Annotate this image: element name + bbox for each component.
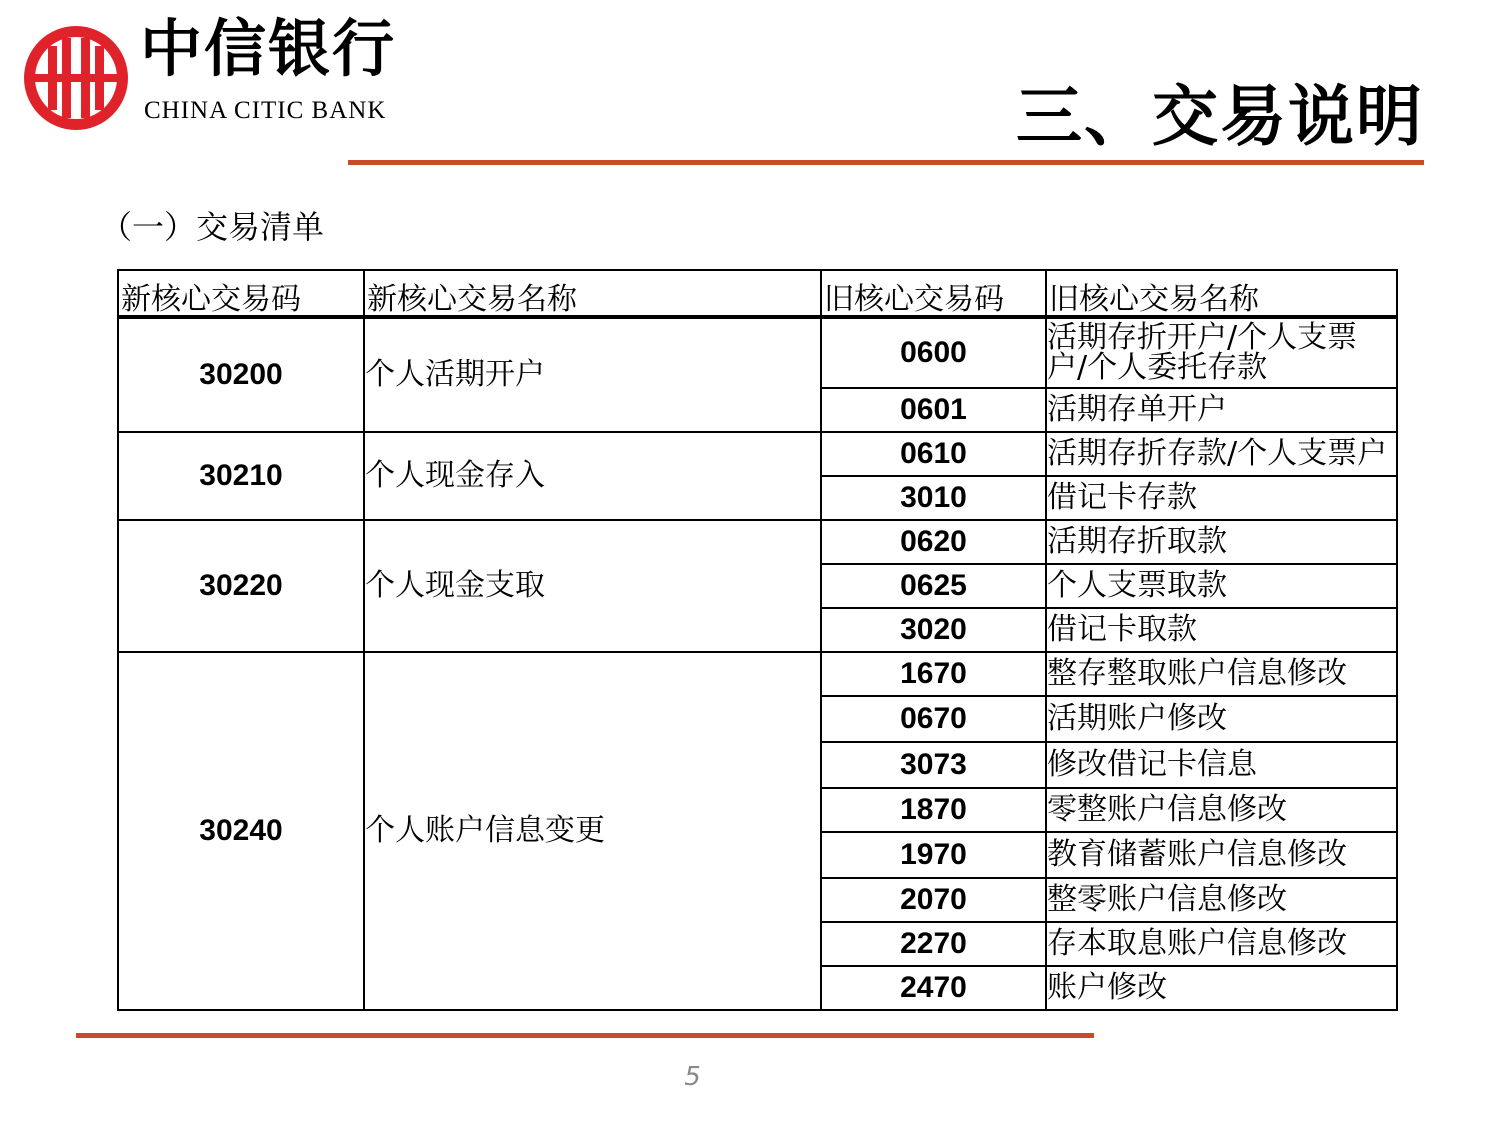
new-name-cell: 个人现金支取 xyxy=(364,520,821,652)
table-row xyxy=(118,432,1397,476)
new-name-cell: 个人现金存入 xyxy=(364,432,821,520)
new-code-cell: 30200 xyxy=(118,317,364,432)
transaction-table xyxy=(117,269,1398,1011)
new-code-cell: 30220 xyxy=(118,520,364,652)
old-code-cell: 3010 xyxy=(821,476,1046,520)
old-code-cell: 3020 xyxy=(821,608,1046,652)
old-name-cell: 借记卡取款 xyxy=(1046,608,1397,652)
old-code-cell: 0625 xyxy=(821,564,1046,608)
old-code-cell: 0601 xyxy=(821,388,1046,432)
old-name-cell: 活期存单开户 xyxy=(1046,388,1397,432)
old-code-cell: 2270 xyxy=(821,922,1046,966)
old-name-cell: 修改借记卡信息 xyxy=(1046,742,1397,788)
old-code-cell: 0610 xyxy=(821,432,1046,476)
citic-emblem-icon xyxy=(22,24,130,132)
table-row xyxy=(118,520,1397,564)
old-code-cell: 1870 xyxy=(821,788,1046,832)
table-row xyxy=(118,652,1397,696)
brand-name-cn: 中信银行 xyxy=(140,12,397,85)
old-name-cell: 零整账户信息修改 xyxy=(1046,788,1397,832)
old-code-cell: 1670 xyxy=(821,652,1046,696)
old-code-cell: 0600 xyxy=(821,317,1046,388)
new-code-cell: 30210 xyxy=(118,432,364,520)
old-code-cell: 0670 xyxy=(821,696,1046,742)
title-divider xyxy=(348,160,1424,165)
old-name-cell: 教育储蓄账户信息修改 xyxy=(1046,832,1397,878)
old-name-cell: 存本取息账户信息修改 xyxy=(1046,922,1397,966)
old-name-cell: 账户修改 xyxy=(1046,966,1397,1010)
old-name-cell: 活期账户修改 xyxy=(1046,696,1397,742)
table-row xyxy=(118,317,1397,388)
section-subtitle: （一）交易清单 xyxy=(100,208,325,246)
header-new-name: 新核心交易名称 xyxy=(364,270,821,317)
old-code-cell: 2070 xyxy=(821,878,1046,922)
old-name-cell: 整零账户信息修改 xyxy=(1046,878,1397,922)
old-name-cell: 整存整取账户信息修改 xyxy=(1046,652,1397,696)
footer-divider xyxy=(76,1033,1094,1038)
old-name-cell: 活期存折取款 xyxy=(1046,520,1397,564)
table-header-row xyxy=(118,270,1397,317)
page-number: 5 xyxy=(684,1062,701,1092)
brand-name-en: CHINA CITIC BANK xyxy=(144,97,387,124)
header-new-code: 新核心交易码 xyxy=(118,270,364,317)
new-name-cell: 个人活期开户 xyxy=(364,317,821,432)
old-code-cell: 2470 xyxy=(821,966,1046,1010)
new-name-cell: 个人账户信息变更 xyxy=(364,652,821,1010)
old-name-cell: 个人支票取款 xyxy=(1046,564,1397,608)
slide-title: 三、交易说明 xyxy=(1016,78,1424,155)
old-code-cell: 3073 xyxy=(821,742,1046,788)
old-name-cell: 借记卡存款 xyxy=(1046,476,1397,520)
header-old-name: 旧核心交易名称 xyxy=(1046,270,1397,317)
old-code-cell: 0620 xyxy=(821,520,1046,564)
new-code-cell: 30240 xyxy=(118,652,364,1010)
old-name-cell: 活期存折开户/个人支票户/个人委托存款 xyxy=(1046,317,1397,388)
old-name-cell: 活期存折存款/个人支票户 xyxy=(1046,432,1397,476)
old-code-cell: 1970 xyxy=(821,832,1046,878)
header-old-code: 旧核心交易码 xyxy=(821,270,1046,317)
